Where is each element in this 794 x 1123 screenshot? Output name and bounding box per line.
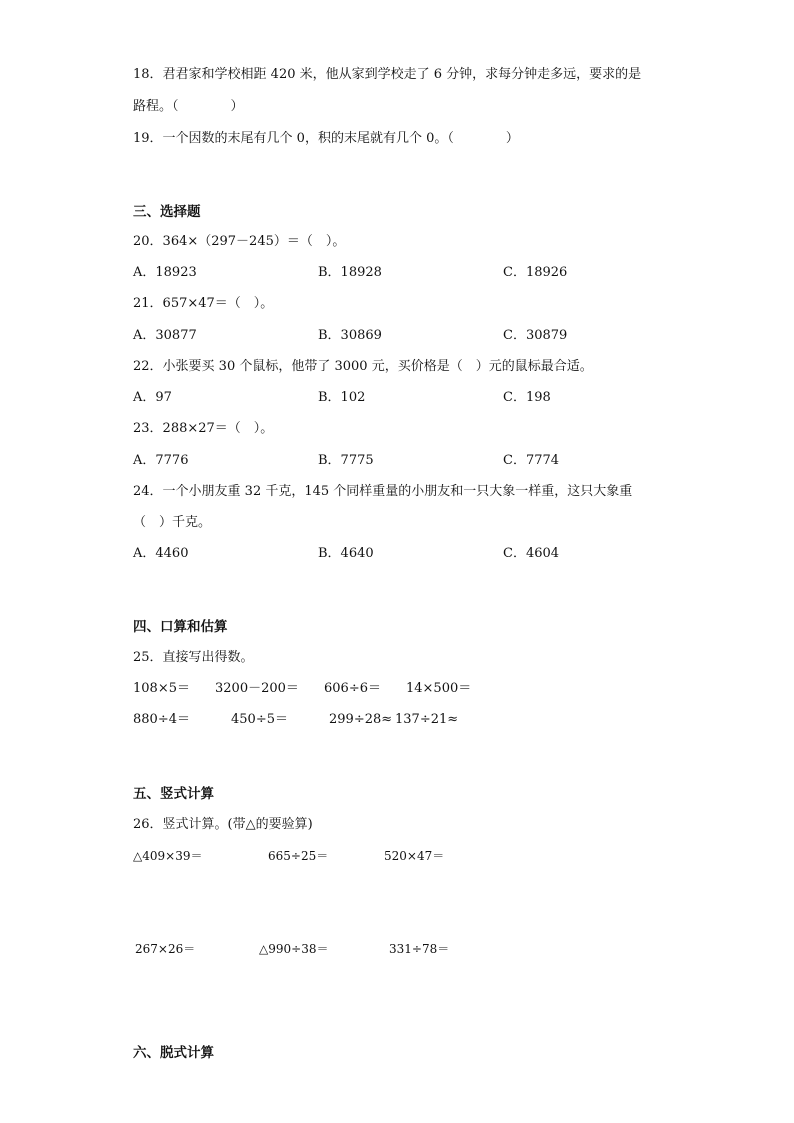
section-4-heading: 四、口算和估算	[133, 619, 228, 635]
question-23-option-a: A．7776	[133, 453, 189, 468]
mental-calc-8: 137÷21≈	[395, 712, 459, 727]
mental-calc-6: 450÷5＝	[231, 712, 288, 727]
mental-calc-2: 3200－200＝	[215, 681, 299, 696]
section-6-heading: 六、脱式计算	[133, 1045, 214, 1061]
question-20-option-b: B．18928	[318, 265, 382, 280]
mental-calc-4: 14×500＝	[406, 681, 472, 696]
question-24-option-a: A．4460	[133, 546, 189, 561]
vertical-calc-3: 520×47＝	[384, 849, 445, 863]
question-22-option-a: A．97	[133, 390, 172, 405]
question-22-option-b: B．102	[318, 390, 366, 405]
question-24-option-c: C．4604	[503, 546, 560, 561]
mental-calc-1: 108×5＝	[133, 681, 190, 696]
question-26: 26．竖式计算。(带△的要验算)	[133, 817, 313, 832]
vertical-calc-4: 267×26＝	[135, 942, 196, 956]
question-21: 21．657×47＝（ ）。	[133, 296, 274, 311]
question-20-option-c: C．18926	[503, 265, 568, 280]
question-21-option-a: A．30877	[133, 328, 197, 343]
mental-calc-3: 606÷6＝	[324, 681, 381, 696]
vertical-calc-6: 331÷78＝	[389, 942, 450, 956]
question-20: 20．364×（297－245）＝（ ）。	[133, 234, 346, 249]
vertical-calc-2: 665÷25＝	[268, 849, 329, 863]
question-23-option-b: B．7775	[318, 453, 374, 468]
question-24-line-1: 24．一个小朋友重 32 千克，145 个同样重量的小朋友和一只大象一样重，这只大象重	[133, 484, 633, 499]
vertical-calc-5: △990÷38＝	[259, 942, 329, 956]
question-23: 23．288×27＝（ ）。	[133, 421, 274, 436]
mental-calc-7: 299÷28≈	[329, 712, 393, 727]
question-19: 19．一个因数的末尾有几个 0，积的末尾就有几个 0。（ ）	[133, 131, 519, 146]
question-23-option-c: C．7774	[503, 453, 560, 468]
question-24-option-b: B．4640	[318, 546, 374, 561]
question-22-option-c: C．198	[503, 390, 551, 405]
question-24-line-2: （ ）千克。	[133, 515, 212, 530]
question-22: 22．小张要买 30 个鼠标，他带了 3000 元，买价格是（ ）元的鼠标最合适。	[133, 359, 593, 374]
question-18-line-2: 路程。（ ）	[133, 99, 244, 114]
question-20-option-a: A．18923	[133, 265, 197, 280]
question-21-option-b: B．30869	[318, 328, 382, 343]
question-25: 25．直接写出得数。	[133, 650, 254, 665]
question-18-line-1: 18．君君家和学校相距 420 米，他从家到学校走了 6 分钟，求每分钟走多远，要求的是	[133, 67, 642, 82]
vertical-calc-1: △409×39＝	[133, 849, 203, 863]
section-5-heading: 五、竖式计算	[133, 786, 214, 802]
mental-calc-5: 880÷4＝	[133, 712, 190, 727]
question-21-option-c: C．30879	[503, 328, 568, 343]
section-3-heading: 三、选择题	[133, 204, 201, 220]
